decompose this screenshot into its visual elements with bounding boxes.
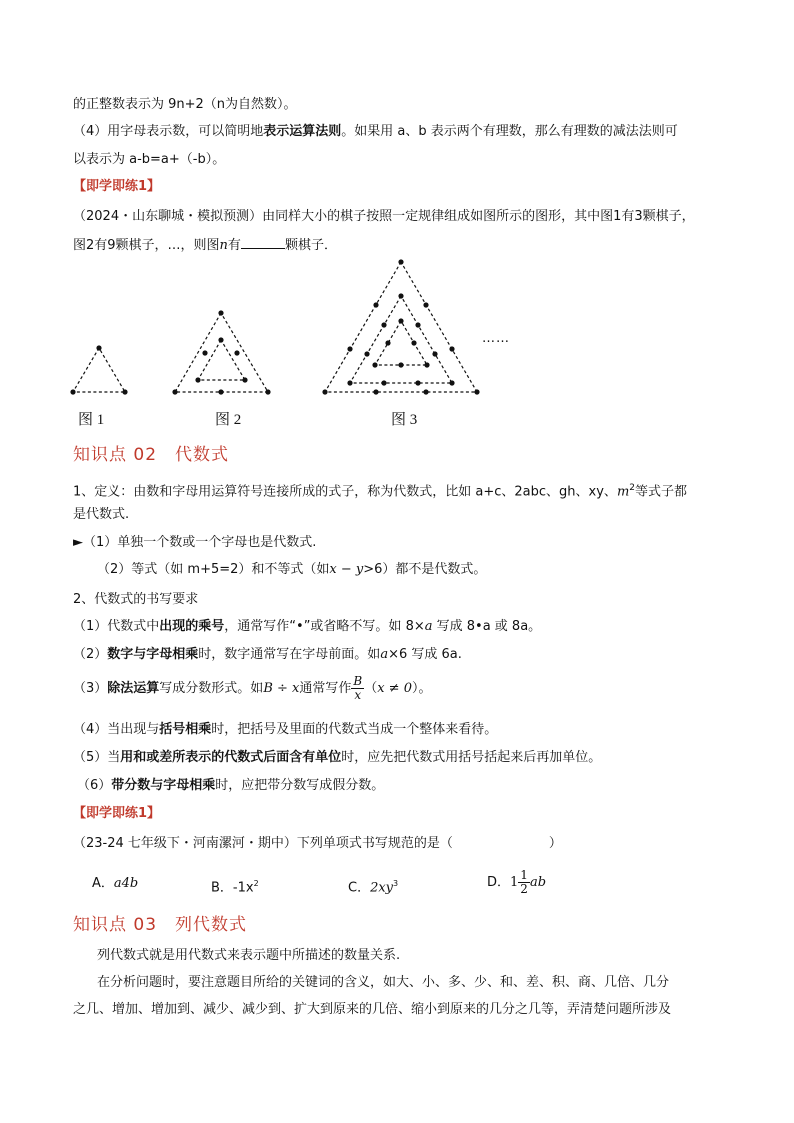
intro-line-2-start: （4）用字母表示数，可以简明地 xyxy=(73,124,264,139)
rule-2 xyxy=(73,645,462,665)
r3-expr: B ÷ x xyxy=(263,681,300,696)
section3-paragraph-1: 列代数式就是用代数式来表示题中所描述的数量关系. xyxy=(97,948,401,963)
section-title: 代数式 xyxy=(175,445,230,465)
definition-line-2: 是代数式. xyxy=(73,507,130,522)
r3-d: 通常写作 xyxy=(299,681,352,696)
r6-c: 时，应把带分数写成假分数。 xyxy=(215,778,385,793)
option-d-expr: ab xyxy=(529,875,547,890)
r3-c: 写成分数形式。如 xyxy=(159,681,264,696)
note-1 xyxy=(73,533,316,553)
r5-c: 时，应先把代数式用括号括起来后再加单位。 xyxy=(341,750,602,765)
option-c-expr: 2xy xyxy=(370,880,394,896)
section-heading-02 xyxy=(73,440,229,465)
option-d[interactable] xyxy=(487,866,546,900)
q2-text-b: 有 xyxy=(227,238,241,253)
q-text: （23-24 七年级下・河南漯河・期中）下列单项式书写规范的是（ xyxy=(73,836,453,851)
figure-ellipsis: …… xyxy=(482,331,510,346)
r3-e: （ xyxy=(364,681,378,696)
option-d-den: 2 xyxy=(520,882,528,896)
q2-text-c: 颗棋子． xyxy=(284,238,337,253)
r2-d: ×6 写成 6a. xyxy=(388,647,462,662)
caption-figure-1: 图 1 xyxy=(78,412,105,428)
r1-c: ，通常写作“•”或省略不写。如 8× xyxy=(224,619,425,634)
practice2-question xyxy=(73,834,562,854)
q2-text-a: 图2有9颗棋子，…，则图 xyxy=(73,238,220,253)
caption-figure-3: 图 3 xyxy=(391,412,418,428)
option-d-whole: 1 xyxy=(510,875,519,890)
definition-line-1 xyxy=(73,478,687,502)
figure-1 xyxy=(70,345,127,394)
option-b-exp: 2 xyxy=(253,879,259,888)
section3-title: 列代数式 xyxy=(175,915,248,935)
note2-expr: x − y xyxy=(329,562,364,577)
option-a[interactable] xyxy=(92,874,138,894)
rule-3 xyxy=(73,674,432,704)
def1-end: 等式子都 xyxy=(635,484,688,500)
intro-line-2 xyxy=(73,122,678,142)
option-a-expr: a4b xyxy=(113,876,139,891)
r1-var: a xyxy=(424,619,433,634)
frac-num: B xyxy=(353,674,363,688)
section3-paragraph-3: 之几、增加、增加到、减少、减少到、扩大到原来的几倍、缩小到原来的几分之几等，弄清楚问题所涉及 xyxy=(73,1002,672,1017)
figure-3 xyxy=(322,259,479,394)
option-d-num: 1 xyxy=(520,868,528,882)
r4-c: 时，把括号及里面的代数式当成一个整体来看待。 xyxy=(211,722,498,737)
rules-heading: 2、代数式的书写要求 xyxy=(73,592,199,607)
practice-heading-1: 【即学即练1】 xyxy=(73,179,161,194)
rule-6 xyxy=(77,776,384,796)
intro-line-1: 的正整数表示为 9n+2（n为自然数）。 xyxy=(73,97,297,112)
option-c[interactable] xyxy=(348,874,398,898)
rule-5 xyxy=(73,748,601,768)
note-marker-icon: ► xyxy=(73,535,83,550)
section-number: 知识点 02 xyxy=(73,445,158,465)
chess-pattern-figures xyxy=(0,250,794,400)
option-d-label: D． xyxy=(487,875,511,890)
option-c-label: C． xyxy=(348,880,371,896)
r3-a: （3） xyxy=(73,681,108,696)
r6-b: 带分数与字母相乘 xyxy=(111,778,216,793)
option-a-label: A． xyxy=(92,876,114,891)
frac-den: x xyxy=(354,688,362,702)
option-b-expr: -1x xyxy=(232,880,254,896)
rule-1 xyxy=(73,617,541,637)
practice1-question-line1: （2024・山东聊城・模拟预测）由同样大小的棋子按照一定规律组成如图所示的图形，其中图1有3颗棋子， xyxy=(73,209,695,224)
r4-b: 括号相乘 xyxy=(159,722,212,737)
intro-line-2-emphasis: 表示运算法则 xyxy=(263,124,342,139)
q-end: ） xyxy=(548,836,562,851)
def1-exp: 2 xyxy=(629,483,635,493)
r2-b: 数字与字母相乘 xyxy=(107,647,199,662)
r1-a: （1）代数式中 xyxy=(73,619,160,634)
r3-cond: x ≠ 0 xyxy=(377,681,412,696)
r1-d: 写成 8•a 或 8a。 xyxy=(432,619,542,634)
fraction-b-over-x xyxy=(351,675,364,702)
option-c-exp: 3 xyxy=(393,879,399,888)
section-heading-03 xyxy=(73,910,247,935)
option-b[interactable] xyxy=(211,874,259,898)
r5-a: （5）当 xyxy=(73,750,121,765)
r1-b: 出现的乘号 xyxy=(159,619,225,634)
note-2 xyxy=(97,560,486,580)
figure-2 xyxy=(172,310,270,394)
r4-a: （4）当出现与 xyxy=(73,722,160,737)
r6-a: （6） xyxy=(77,778,112,793)
r5-b: 用和或差所表示的代数式后面含有单位 xyxy=(120,750,342,765)
note2-text-a: （2）等式（如 m+5=2）和不等式（如 xyxy=(97,562,330,577)
intro-line-2-end: 。如果用 a、b 表示两个有理数，那么有理数的减法法则可 xyxy=(341,124,678,139)
note2-text-b: >6）都不是代数式。 xyxy=(363,562,487,577)
section3-number: 知识点 03 xyxy=(73,915,158,935)
r3-f: ）。 xyxy=(411,681,432,696)
practice-heading-2: 【即学即练1】 xyxy=(73,806,161,821)
r2-c: 时，数字通常写在字母前面。如 xyxy=(198,647,381,662)
answer-blank[interactable] xyxy=(241,234,285,249)
q2-var-n: n xyxy=(219,238,228,253)
rule-4 xyxy=(73,720,497,740)
intro-line-3: 以表示为 a-b=a+（-b）。 xyxy=(73,152,226,167)
section3-paragraph-2: 在分析问题时，要注意题目所给的关键词的含义，如大、小、多、少、和、差、积、商、几倍、几分 xyxy=(97,975,670,990)
option-d-fraction xyxy=(518,869,530,896)
r2-a: （2） xyxy=(73,647,108,662)
r3-b: 除法运算 xyxy=(107,681,160,696)
caption-figure-2: 图 2 xyxy=(215,412,242,428)
def1-expr: m xyxy=(616,484,630,500)
r2-var: a xyxy=(380,647,389,662)
option-b-label: B． xyxy=(211,880,233,896)
def1-text: 1、定义：由数和字母用运算符号连接所成的式子，称为代数式，比如 a+c、2abc、gh、xy、 xyxy=(73,484,617,500)
note1-text: （1）单独一个数或一个字母也是代数式. xyxy=(83,535,317,550)
